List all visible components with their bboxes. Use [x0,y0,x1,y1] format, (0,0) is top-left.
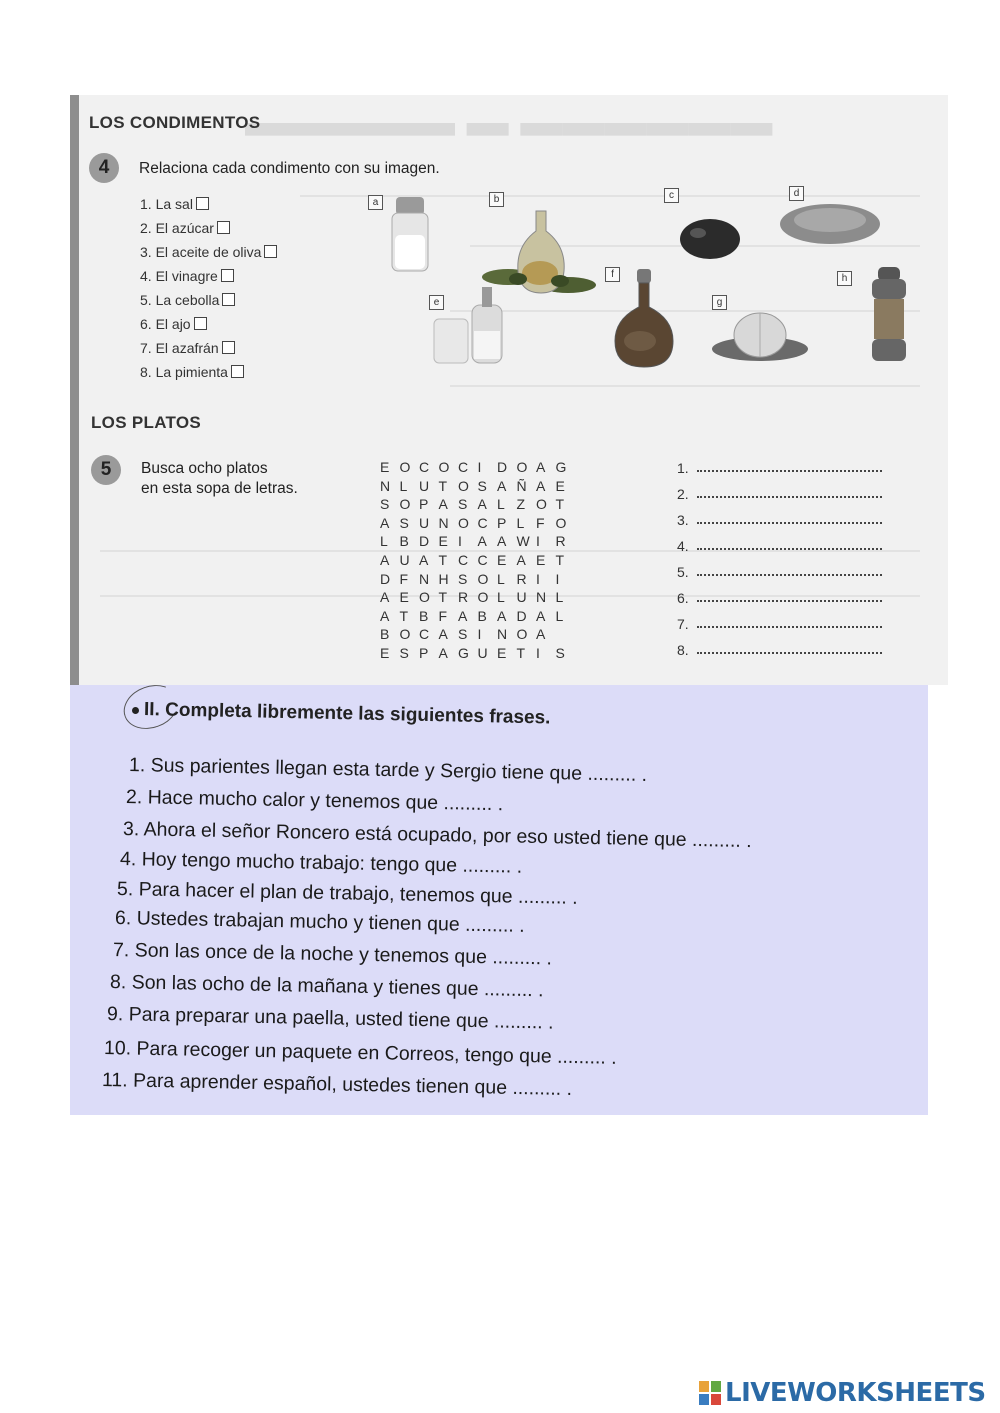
word-search-letter[interactable]: I [536,570,540,587]
word-search-letter[interactable]: S [458,570,468,587]
word-search-letter[interactable]: I [555,570,560,587]
exercise-number-5: 5 [91,455,121,485]
sentence-8[interactable]: 8. Son las ocho de la mañana y tienes que ......... . [109,971,544,1002]
condiment-label: 2. El azúcar [140,220,214,236]
answer-blank[interactable] [697,590,882,602]
sentence-2[interactable]: 2. Hace mucho calor y tenemos que ......... . [125,786,504,816]
condiment-label: 7. El azafrán [140,340,219,356]
condiment-label: 5. La cebolla [140,292,220,308]
answer-number: 1. [677,460,689,476]
condiment-item [140,240,277,264]
sentence-10[interactable]: 10. Para recoger un paquete en Correos, tengo que ......... . [103,1037,617,1069]
garlic-image [710,305,810,363]
word-search-letter[interactable]: S [477,477,487,494]
word-search-letter[interactable]: N [438,514,449,531]
word-search-letter[interactable]: A [438,626,448,643]
word-search-letter[interactable]: L [555,589,564,606]
bleed-line [450,385,920,387]
word-search-row [380,458,575,477]
answer-checkbox[interactable] [194,317,207,330]
word-search-letter[interactable]: T [555,551,565,568]
salt-shaker-image [388,195,434,275]
condiment-item [140,192,277,216]
word-search-letter[interactable]: N [380,477,391,494]
word-search-letter[interactable]: W [516,533,530,550]
word-search-row [380,495,575,514]
word-search-letter[interactable]: A [380,551,390,568]
pepper-mill-image [866,265,912,365]
sentence-5[interactable]: 5. Para hacer el plan de trabajo, tenemos que ......... . [116,878,578,909]
answer-number: 8. [677,642,689,658]
answer-blank[interactable] [697,642,882,654]
word-search-letter[interactable]: A [497,477,507,494]
instruction-line: Busca ocho platos [141,460,268,477]
word-search-letter[interactable]: E [497,644,507,661]
word-search-letter[interactable]: P [419,496,429,513]
scanned-page [70,95,948,685]
word-search-letter[interactable]: L [497,589,505,606]
condiment-item [140,216,277,240]
word-search-letter[interactable]: T [438,477,448,494]
word-search-letter[interactable]: O [399,459,411,475]
condiment-item [140,336,277,360]
answer-row [677,611,882,637]
word-search-letter[interactable]: T [555,496,565,513]
completion-panel [70,685,928,1115]
sentence-7[interactable]: 7. Son las once de la noche y tenemos que ......... . [112,939,553,970]
instruction-platos [141,459,298,499]
word-search-letter[interactable]: N [497,626,508,643]
word-search-letter[interactable]: E [399,589,409,606]
sentence-3[interactable]: 3. Ahora el señor Roncero está ocupado, por eso usted tiene que ......... . [122,818,752,853]
answer-list [677,455,882,663]
word-search-letter[interactable]: U [419,477,430,494]
word-search-row [380,532,575,551]
word-search-letter[interactable]: A [516,551,526,568]
bullet-icon [132,707,139,714]
word-search-letter[interactable]: H [438,570,449,587]
sentence-9[interactable]: 9. Para preparar una paella, usted tiene que ......... . [106,1003,554,1034]
word-search-letter[interactable]: O [399,496,411,513]
word-search-letter[interactable]: A [380,607,390,624]
word-search-letter[interactable]: O [536,496,547,513]
word-search-row [380,625,575,644]
answer-number: 4. [677,538,689,554]
word-search-letter[interactable]: R [458,589,469,606]
condiment-item [140,360,277,384]
word-search-letter[interactable]: F [399,570,409,587]
onion-image [676,213,744,263]
word-search-letter[interactable]: O [516,459,528,475]
word-search-letter[interactable]: T [438,589,448,606]
word-search-letter[interactable]: R [516,570,527,587]
word-search-letter[interactable]: B [477,607,487,624]
word-search-letter[interactable]: A [536,626,546,643]
word-search-letter[interactable]: Ñ [516,477,527,494]
image-tag-a: a [368,195,383,210]
image-tag-g: g [712,295,727,310]
logo-text: LIVEWORKSHEETS [725,1378,986,1408]
answer-row [677,637,882,663]
word-search-letter[interactable]: E [536,551,546,568]
logo-icon [698,1380,722,1406]
condiment-label: 1. La sal [140,196,193,212]
word-search-letter[interactable]: G [458,644,469,661]
word-search-letter[interactable]: I [477,626,482,643]
sugar-bowl-image [430,281,510,371]
word-search-letter[interactable]: A [536,477,546,494]
answer-checkbox[interactable] [222,293,235,306]
bleed-line [450,310,920,312]
word-search-letter[interactable]: D [380,570,391,587]
answer-number: 3. [677,512,689,528]
answer-blank[interactable] [697,486,882,498]
answer-row [677,585,882,611]
answer-checkbox[interactable] [231,365,244,378]
word-search-letter[interactable]: L [555,607,564,624]
word-search-letter[interactable]: T [438,551,448,568]
vinegar-bottle-image [610,267,680,372]
answer-row [677,559,882,585]
word-search-letter[interactable]: A [438,644,448,661]
condiment-label: 3. El aceite de oliva [140,244,262,260]
word-search-letter[interactable]: E [497,551,507,568]
word-search-letter[interactable]: I [458,533,462,550]
word-search-letter[interactable]: O [438,459,450,475]
word-search-letter[interactable]: O [477,570,489,587]
word-search-letter[interactable]: A [497,607,507,624]
answer-row [677,455,882,481]
word-search-letter[interactable]: A [419,551,429,568]
liveworksheets-logo[interactable] [698,1378,986,1408]
condiment-item [140,264,277,288]
answer-blank[interactable] [697,538,882,550]
word-search-letter[interactable]: S [458,626,468,643]
sentence-6[interactable]: 6. Ustedes trabajan mucho y tienen que ......... . [114,907,525,937]
condiment-label: 6. El ajo [140,316,191,332]
sentence-11[interactable]: 11. Para aprender español, ustedes tienen que ......... . [101,1069,573,1101]
word-search-letter[interactable]: P [497,514,507,531]
answer-number: 7. [677,616,689,632]
image-tag-c: c [664,188,679,203]
saffron-image [775,198,885,248]
word-search-letter[interactable]: T [399,607,409,624]
word-search-letter[interactable]: U [477,644,488,661]
answer-checkbox[interactable] [264,245,277,258]
sentence-4[interactable]: 4. Hoy tengo mucho trabajo: tengo que ......... . [119,848,523,878]
word-search-letter[interactable]: O [399,626,411,643]
image-tag-h: h [837,271,852,286]
word-search-letter[interactable]: S [458,496,468,513]
word-search-letter[interactable]: L [399,477,408,494]
word-search-letter[interactable]: E [380,459,390,475]
answer-blank[interactable] [697,460,882,472]
condiment-label: 8. La pimienta [140,364,228,380]
word-search-letter[interactable]: A [536,607,546,624]
word-search-letter[interactable]: I [477,459,482,475]
word-search-letter[interactable]: F [536,514,545,531]
exercise-number-4: 4 [89,153,119,183]
exercise-title: II. Completa libremente las siguientes frases. [143,699,551,729]
answer-number: 5. [677,564,689,580]
section-title-condimentos: LOS CONDIMENTOS [89,113,261,132]
image-tag-b: b [489,192,504,207]
word-search-row [380,607,575,626]
word-search-letter[interactable]: O [419,589,430,606]
word-search-row [380,588,575,607]
answer-blank[interactable] [697,616,882,628]
word-search-letter[interactable]: C [419,459,430,475]
word-search-letter[interactable]: D [516,607,527,624]
word-search-letter[interactable]: S [399,644,409,661]
word-search-letter[interactable]: B [380,626,390,643]
answer-checkbox[interactable] [222,341,235,354]
word-search-letter[interactable]: B [399,533,409,550]
word-search-letter[interactable]: I [536,533,540,550]
condiment-item [140,288,277,312]
word-search-letter[interactable]: O [555,514,567,531]
image-tag-d: d [789,186,804,201]
word-search-letter[interactable]: A [380,589,390,606]
word-search-letter[interactable]: O [458,514,469,531]
word-search-letter[interactable]: O [477,589,489,606]
answer-row [677,533,882,559]
answer-checkbox[interactable] [217,221,230,234]
answer-number: 6. [677,590,689,606]
word-search-letter[interactable]: I [536,644,540,661]
word-search-letter[interactable]: N [419,570,430,587]
word-search-letter[interactable]: T [516,644,526,661]
word-search-letter[interactable]: A [380,514,390,531]
condiment-item [140,312,277,336]
word-search-letter[interactable]: A [497,533,507,550]
answer-blank[interactable] [697,564,882,576]
word-search-letter[interactable]: F [438,607,448,624]
word-search-letter[interactable]: C [458,459,469,475]
word-search-letter[interactable]: U [419,514,430,531]
page-shadow-edge [70,95,79,685]
word-search-letter[interactable]: S [380,496,390,513]
word-search-letter[interactable]: L [497,496,505,513]
condiment-label: 4. El vinagre [140,268,218,284]
word-search-letter[interactable]: P [419,644,429,661]
word-search-letter[interactable]: E [380,644,390,661]
word-search-row [380,551,575,570]
word-search-letter[interactable]: E [438,533,448,550]
sentence-1[interactable]: 1. Sus parientes llegan esta tarde y Sergio tiene que ......... . [128,754,648,786]
word-search-letter[interactable]: C [477,551,488,568]
word-search-letter[interactable]: L [516,514,525,531]
word-search-letter[interactable]: R [555,533,566,550]
word-search-letter[interactable]: U [516,589,527,606]
word-search-letter[interactable]: C [477,514,488,531]
word-search-letter[interactable]: D [419,533,430,550]
word-search-letter[interactable]: U [399,551,410,568]
answer-number: 2. [677,486,689,502]
word-search-row [380,477,575,496]
word-search-letter[interactable]: D [497,459,508,475]
condiment-list [140,192,277,384]
section-title-platos: LOS PLATOS [91,413,202,432]
word-search-letter[interactable]: A [458,607,468,624]
answer-checkbox[interactable] [196,197,209,210]
bleed-through-decoration: ▬▬▬▬▬ ▬ ▬▬▬▬▬▬ [245,114,773,161]
word-search-letter[interactable]: G [555,459,567,475]
word-search-letter[interactable]: A [477,533,487,550]
answer-blank[interactable] [697,512,882,524]
word-search-letter[interactable]: A [477,496,487,513]
word-search-letter[interactable]: S [555,644,565,661]
answer-row [677,481,882,507]
instruction-line: en esta sopa de letras. [141,480,298,497]
answer-checkbox[interactable] [221,269,234,282]
answer-row [677,507,882,533]
word-search-letter[interactable]: L [497,570,505,587]
word-search-letter[interactable]: O [458,477,469,494]
word-search-letter[interactable]: B [419,607,429,624]
word-search-letter[interactable]: O [516,626,528,643]
image-tag-e: e [429,295,444,310]
word-search-letter[interactable]: L [380,533,388,550]
word-search-row [380,570,575,589]
instruction-condimentos: Relaciona cada condimento con su imagen. [139,160,440,177]
word-search-row [380,514,575,533]
word-search-letter[interactable]: A [536,459,546,475]
word-search-letter[interactable]: Z [516,496,526,513]
word-search-row [380,644,575,663]
word-search-letter[interactable]: C [458,551,469,568]
word-search-letter[interactable]: A [438,496,448,513]
image-tag-f: f [605,267,620,282]
word-search-letter[interactable]: N [536,589,547,606]
word-search-letter[interactable]: C [419,626,430,643]
word-search-grid[interactable] [380,458,575,663]
word-search-letter[interactable]: E [555,477,565,494]
word-search-letter[interactable]: S [399,514,409,531]
